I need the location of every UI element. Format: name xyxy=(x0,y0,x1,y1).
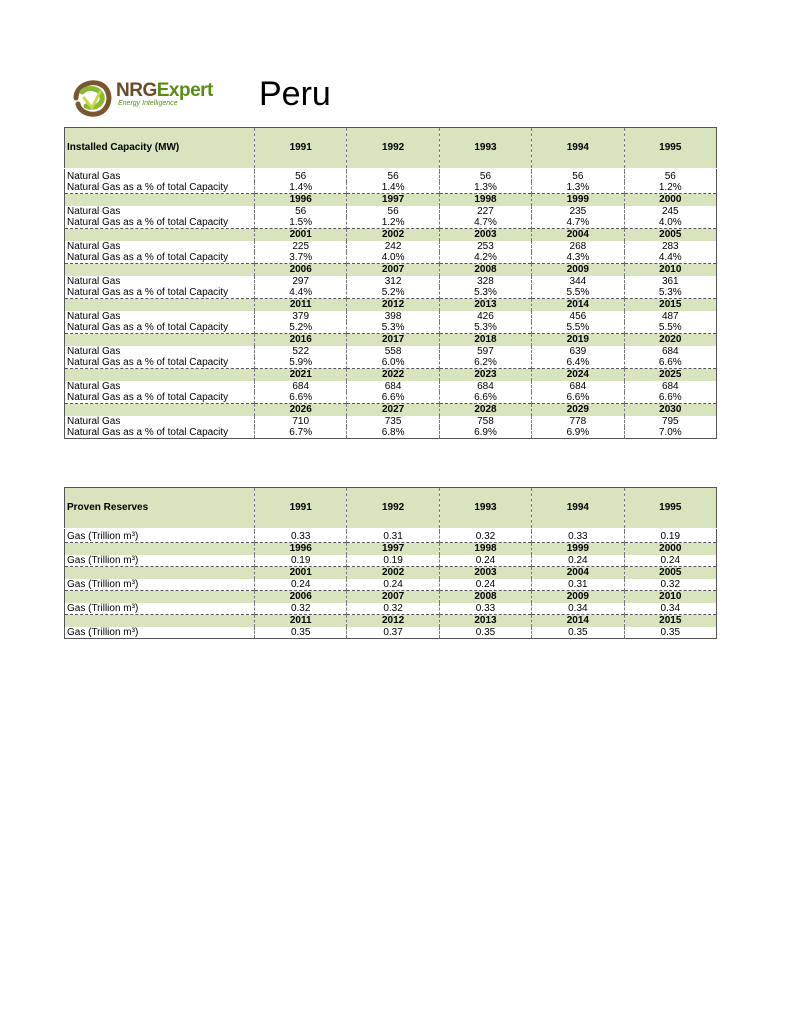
value-cell: 344 xyxy=(532,276,624,287)
value-cell: 0.24 xyxy=(439,579,531,591)
year-row xyxy=(65,615,717,628)
logo-wordmark: NRGExpert xyxy=(116,80,213,101)
value-cell: 6.7% xyxy=(255,427,347,439)
value-cell: 6.6% xyxy=(532,392,624,404)
year-cell: 2030 xyxy=(624,404,716,417)
year-cell: 1992 xyxy=(347,128,439,169)
year-cell: 2028 xyxy=(439,404,531,417)
value-cell: 0.34 xyxy=(624,603,716,615)
year-cell: 2002 xyxy=(347,229,439,242)
row-label: Natural Gas xyxy=(65,311,255,322)
year-cell: 2027 xyxy=(347,404,439,417)
value-cell: 1.2% xyxy=(347,217,439,229)
table-header-row xyxy=(65,488,717,529)
value-cell: 4.0% xyxy=(347,252,439,264)
value-cell: 0.24 xyxy=(255,579,347,591)
data-row xyxy=(65,287,717,299)
year-row xyxy=(65,229,717,242)
year-cell: 1994 xyxy=(532,128,624,169)
value-cell: 5.2% xyxy=(255,322,347,334)
value-cell: 361 xyxy=(624,276,716,287)
value-cell: 778 xyxy=(532,416,624,427)
value-cell: 0.24 xyxy=(347,579,439,591)
row-label: Natural Gas xyxy=(65,416,255,427)
value-cell: 5.5% xyxy=(532,322,624,334)
year-cell: 2014 xyxy=(532,299,624,312)
value-cell: 4.4% xyxy=(255,287,347,299)
value-cell: 4.2% xyxy=(439,252,531,264)
year-row-label xyxy=(65,264,255,277)
value-cell: 1.2% xyxy=(624,182,716,194)
year-cell: 1994 xyxy=(532,488,624,529)
value-cell: 4.4% xyxy=(624,252,716,264)
value-cell: 4.0% xyxy=(624,217,716,229)
value-cell: 1.4% xyxy=(347,182,439,194)
value-cell: 225 xyxy=(255,241,347,252)
year-row-label xyxy=(65,591,255,604)
value-cell: 56 xyxy=(532,171,624,182)
year-cell: 2026 xyxy=(255,404,347,417)
value-cell: 268 xyxy=(532,241,624,252)
row-label: Natural Gas xyxy=(65,171,255,182)
data-row xyxy=(65,182,717,194)
row-label: Natural Gas as a % of total Capacity xyxy=(65,217,255,229)
year-row xyxy=(65,404,717,417)
year-row xyxy=(65,369,717,382)
year-row-label xyxy=(65,567,255,580)
logo-swirl-icon xyxy=(70,78,114,118)
year-cell: 2013 xyxy=(439,299,531,312)
year-cell: 2013 xyxy=(439,615,531,628)
year-cell: 2004 xyxy=(532,567,624,580)
year-cell: 2003 xyxy=(439,229,531,242)
year-cell: 1995 xyxy=(624,488,716,529)
data-row xyxy=(65,276,717,287)
value-cell: 795 xyxy=(624,416,716,427)
year-cell: 2001 xyxy=(255,567,347,580)
year-cell: 2011 xyxy=(255,615,347,628)
year-cell: 2011 xyxy=(255,299,347,312)
value-cell: 4.7% xyxy=(439,217,531,229)
value-cell: 710 xyxy=(255,416,347,427)
row-label: Natural Gas xyxy=(65,241,255,252)
row-label: Natural Gas xyxy=(65,276,255,287)
value-cell: 5.3% xyxy=(439,322,531,334)
value-cell: 6.9% xyxy=(532,427,624,439)
value-cell: 4.3% xyxy=(532,252,624,264)
data-row xyxy=(65,627,717,639)
year-cell: 2029 xyxy=(532,404,624,417)
value-cell: 6.6% xyxy=(255,392,347,404)
proven-reserves-table xyxy=(64,487,717,639)
data-row xyxy=(65,603,717,615)
data-row xyxy=(65,311,717,322)
data-row xyxy=(65,357,717,369)
value-cell: 0.19 xyxy=(255,555,347,567)
value-cell: 0.31 xyxy=(532,579,624,591)
year-row-label xyxy=(65,615,255,628)
value-cell: 0.32 xyxy=(347,603,439,615)
page-title: Peru xyxy=(259,75,331,113)
value-cell: 5.5% xyxy=(532,287,624,299)
year-cell: 2010 xyxy=(624,591,716,604)
installed-capacity-table xyxy=(64,127,717,439)
year-cell: 2020 xyxy=(624,334,716,347)
row-label: Natural Gas as a % of total Capacity xyxy=(65,357,255,369)
year-row-label xyxy=(65,404,255,417)
year-row xyxy=(65,567,717,580)
year-row xyxy=(65,591,717,604)
row-label: Gas (Trillion m³) xyxy=(65,627,255,639)
value-cell: 56 xyxy=(255,171,347,182)
year-cell: 1991 xyxy=(255,488,347,529)
value-cell: 6.8% xyxy=(347,427,439,439)
year-cell: 2006 xyxy=(255,591,347,604)
value-cell: 6.6% xyxy=(624,357,716,369)
value-cell: 283 xyxy=(624,241,716,252)
year-row xyxy=(65,543,717,556)
value-cell: 227 xyxy=(439,206,531,217)
value-cell: 3.7% xyxy=(255,252,347,264)
row-label: Natural Gas xyxy=(65,381,255,392)
row-label: Natural Gas as a % of total Capacity xyxy=(65,252,255,264)
value-cell: 379 xyxy=(255,311,347,322)
data-row xyxy=(65,206,717,217)
value-cell: 0.32 xyxy=(439,531,531,543)
value-cell: 5.2% xyxy=(347,287,439,299)
year-cell: 2017 xyxy=(347,334,439,347)
value-cell: 253 xyxy=(439,241,531,252)
value-cell: 522 xyxy=(255,346,347,357)
year-cell: 2001 xyxy=(255,229,347,242)
year-cell: 2007 xyxy=(347,591,439,604)
year-cell: 2004 xyxy=(532,229,624,242)
value-cell: 56 xyxy=(347,206,439,217)
year-cell: 2023 xyxy=(439,369,531,382)
value-cell: 5.3% xyxy=(439,287,531,299)
value-cell: 5.3% xyxy=(624,287,716,299)
value-cell: 0.24 xyxy=(532,555,624,567)
value-cell: 639 xyxy=(532,346,624,357)
value-cell: 0.37 xyxy=(347,627,439,639)
value-cell: 6.4% xyxy=(532,357,624,369)
data-row xyxy=(65,252,717,264)
year-row xyxy=(65,299,717,312)
year-cell: 1997 xyxy=(347,194,439,207)
year-cell: 2014 xyxy=(532,615,624,628)
value-cell: 597 xyxy=(439,346,531,357)
data-row xyxy=(65,579,717,591)
year-cell: 2012 xyxy=(347,299,439,312)
value-cell: 0.24 xyxy=(439,555,531,567)
data-row xyxy=(65,381,717,392)
row-label: Natural Gas xyxy=(65,206,255,217)
value-cell: 235 xyxy=(532,206,624,217)
value-cell: 6.6% xyxy=(624,392,716,404)
row-label: Natural Gas as a % of total Capacity xyxy=(65,182,255,194)
table-header-row xyxy=(65,128,717,169)
row-label: Natural Gas as a % of total Capacity xyxy=(65,322,255,334)
year-cell: 2006 xyxy=(255,264,347,277)
value-cell: 558 xyxy=(347,346,439,357)
value-cell: 456 xyxy=(532,311,624,322)
section-title: Proven Reserves xyxy=(65,488,255,529)
year-cell: 2009 xyxy=(532,591,624,604)
year-cell: 2009 xyxy=(532,264,624,277)
year-cell: 2003 xyxy=(439,567,531,580)
value-cell: 312 xyxy=(347,276,439,287)
data-row xyxy=(65,217,717,229)
year-cell: 2000 xyxy=(624,543,716,556)
data-row xyxy=(65,241,717,252)
year-cell: 2000 xyxy=(624,194,716,207)
year-cell: 2005 xyxy=(624,229,716,242)
year-cell: 2002 xyxy=(347,567,439,580)
value-cell: 0.19 xyxy=(347,555,439,567)
section-title: Installed Capacity (MW) xyxy=(65,128,255,169)
value-cell: 6.6% xyxy=(439,392,531,404)
year-cell: 2012 xyxy=(347,615,439,628)
row-label: Natural Gas as a % of total Capacity xyxy=(65,392,255,404)
value-cell: 426 xyxy=(439,311,531,322)
data-row xyxy=(65,346,717,357)
year-row-label xyxy=(65,369,255,382)
year-row-label xyxy=(65,229,255,242)
year-cell: 2018 xyxy=(439,334,531,347)
year-cell: 2016 xyxy=(255,334,347,347)
value-cell: 1.3% xyxy=(532,182,624,194)
year-row-label xyxy=(65,334,255,347)
value-cell: 6.0% xyxy=(347,357,439,369)
nrgexpert-logo xyxy=(66,78,226,118)
value-cell: 297 xyxy=(255,276,347,287)
year-row xyxy=(65,264,717,277)
row-label: Natural Gas as a % of total Capacity xyxy=(65,287,255,299)
value-cell: 0.33 xyxy=(255,531,347,543)
year-cell: 1999 xyxy=(532,543,624,556)
year-cell: 1991 xyxy=(255,128,347,169)
year-row-label xyxy=(65,194,255,207)
value-cell: 0.34 xyxy=(532,603,624,615)
value-cell: 0.33 xyxy=(439,603,531,615)
data-row xyxy=(65,555,717,567)
year-cell: 1998 xyxy=(439,543,531,556)
data-row xyxy=(65,171,717,182)
year-row-label xyxy=(65,299,255,312)
value-cell: 5.5% xyxy=(624,322,716,334)
value-cell: 0.32 xyxy=(255,603,347,615)
value-cell: 328 xyxy=(439,276,531,287)
year-cell: 2007 xyxy=(347,264,439,277)
value-cell: 56 xyxy=(624,171,716,182)
year-cell: 2021 xyxy=(255,369,347,382)
year-cell: 2022 xyxy=(347,369,439,382)
year-cell: 1996 xyxy=(255,543,347,556)
value-cell: 56 xyxy=(347,171,439,182)
year-cell: 2024 xyxy=(532,369,624,382)
value-cell: 487 xyxy=(624,311,716,322)
year-cell: 2008 xyxy=(439,264,531,277)
value-cell: 4.7% xyxy=(532,217,624,229)
data-row xyxy=(65,416,717,427)
year-cell: 2010 xyxy=(624,264,716,277)
value-cell: 242 xyxy=(347,241,439,252)
value-cell: 0.35 xyxy=(255,627,347,639)
page-header xyxy=(66,70,726,126)
year-cell: 2025 xyxy=(624,369,716,382)
year-cell: 2015 xyxy=(624,615,716,628)
value-cell: 6.9% xyxy=(439,427,531,439)
year-cell: 1997 xyxy=(347,543,439,556)
value-cell: 398 xyxy=(347,311,439,322)
value-cell: 684 xyxy=(439,381,531,392)
value-cell: 0.35 xyxy=(439,627,531,639)
row-label: Gas (Trillion m³) xyxy=(65,579,255,591)
year-cell: 2019 xyxy=(532,334,624,347)
value-cell: 7.0% xyxy=(624,427,716,439)
row-label: Natural Gas xyxy=(65,346,255,357)
data-row xyxy=(65,322,717,334)
value-cell: 56 xyxy=(255,206,347,217)
data-row xyxy=(65,392,717,404)
value-cell: 684 xyxy=(347,381,439,392)
year-row xyxy=(65,194,717,207)
year-cell: 1996 xyxy=(255,194,347,207)
value-cell: 735 xyxy=(347,416,439,427)
value-cell: 0.31 xyxy=(347,531,439,543)
year-row-label xyxy=(65,543,255,556)
row-label: Natural Gas as a % of total Capacity xyxy=(65,427,255,439)
value-cell: 5.9% xyxy=(255,357,347,369)
year-cell: 1992 xyxy=(347,488,439,529)
value-cell: 0.33 xyxy=(532,531,624,543)
value-cell: 684 xyxy=(624,346,716,357)
value-cell: 0.24 xyxy=(624,555,716,567)
value-cell: 5.3% xyxy=(347,322,439,334)
value-cell: 1.4% xyxy=(255,182,347,194)
value-cell: 0.35 xyxy=(624,627,716,639)
year-cell: 1993 xyxy=(439,128,531,169)
value-cell: 684 xyxy=(255,381,347,392)
value-cell: 56 xyxy=(439,171,531,182)
year-cell: 1999 xyxy=(532,194,624,207)
value-cell: 6.2% xyxy=(439,357,531,369)
year-cell: 2005 xyxy=(624,567,716,580)
data-row xyxy=(65,531,717,543)
value-cell: 6.6% xyxy=(347,392,439,404)
value-cell: 0.32 xyxy=(624,579,716,591)
value-cell: 684 xyxy=(624,381,716,392)
year-cell: 1995 xyxy=(624,128,716,169)
value-cell: 684 xyxy=(532,381,624,392)
logo-tagline: Energy Intelligence xyxy=(118,100,178,107)
year-cell: 1993 xyxy=(439,488,531,529)
year-row xyxy=(65,334,717,347)
year-cell: 1998 xyxy=(439,194,531,207)
value-cell: 1.3% xyxy=(439,182,531,194)
value-cell: 758 xyxy=(439,416,531,427)
row-label: Gas (Trillion m³) xyxy=(65,531,255,543)
row-label: Gas (Trillion m³) xyxy=(65,555,255,567)
year-cell: 2015 xyxy=(624,299,716,312)
value-cell: 0.35 xyxy=(532,627,624,639)
value-cell: 0.19 xyxy=(624,531,716,543)
data-row xyxy=(65,427,717,439)
value-cell: 1.5% xyxy=(255,217,347,229)
year-cell: 2008 xyxy=(439,591,531,604)
value-cell: 245 xyxy=(624,206,716,217)
row-label: Gas (Trillion m³) xyxy=(65,603,255,615)
